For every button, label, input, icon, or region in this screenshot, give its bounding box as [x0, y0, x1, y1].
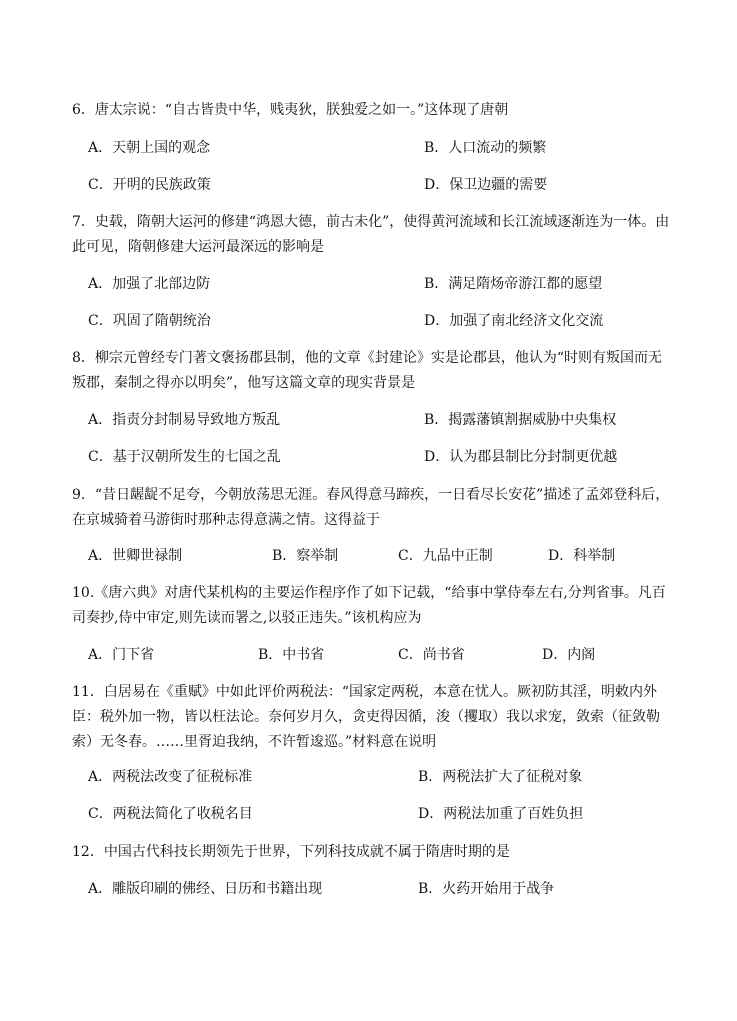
question-9-option-c: C．九品中正制: [398, 548, 493, 564]
question-7-option-d: D．加强了南北经济文化交流: [424, 313, 604, 329]
question-6-option-a: A．天朝上国的观念: [88, 140, 211, 156]
question-6-option-d: D．保卫边疆的需要: [424, 177, 548, 193]
question-9-option-d: D．科举制: [548, 548, 616, 564]
question-9: 9．“昔日龌龊不足夸，今朝放荡思无涯。春风得意马蹄疾，一日看尽长安花”描述了孟郊登科后，在京城骑着马游街时那种志得意满之情。这得益于: [72, 487, 670, 528]
question-11-option-b: B．两税法扩大了征税对象: [418, 769, 583, 785]
question-8: 8．柳宗元曾经专门著文褒扬郡县制，他的文章《封建论》实是论郡县，他认为“时则有叛国而无叛郡，秦制之得亦以明矣”，他写这篇文章的现实背景是: [72, 350, 663, 391]
question-12-option-a: A．雕版印刷的佛经、日历和书籍出现: [88, 881, 323, 897]
question-8-option-d: D．认为郡县制比分封制更优越: [424, 449, 618, 465]
question-11-option-c: C．两税法简化了收税名目: [88, 806, 253, 822]
question-10-option-d: D．内阁: [542, 647, 596, 663]
question-11-option-a: A．两税法改变了征税标准: [88, 769, 253, 785]
question-11-option-d: D．两税法加重了百姓负担: [418, 806, 584, 822]
question-8-option-a: A．指责分封制易导致地方叛乱: [88, 412, 281, 428]
question-7-option-c: C．巩固了隋朝统治: [88, 313, 211, 329]
question-9-option-a: A．世卿世禄制: [88, 548, 183, 564]
question-8-option-b: B．揭露藩镇割据威胁中央集权: [424, 412, 617, 428]
question-6: 6．唐太宗说：“自古皆贵中华，贱夷狄，朕独爱之如一。”这体现了唐朝: [72, 102, 509, 118]
question-9-option-b: B．察举制: [272, 548, 339, 564]
question-7: 7．史载，隋朝大运河的修建“鸿恩大德，前古未化”，使得黄河流域和长江流域逐渐连为一体。由此可见，隋朝修建大运河最深远的影响是: [72, 214, 670, 255]
question-12-option-b: B．火药开始用于战争: [418, 881, 555, 897]
question-6-option-b: B．人口流动的频繁: [424, 140, 547, 156]
question-8-option-c: C．基于汉朝所发生的七国之乱: [88, 449, 281, 465]
question-12: 12．中国古代科技长期领先于世界，下列科技成就不属于隋唐时期的是: [72, 844, 510, 860]
question-10: 10.《唐六典》对唐代某机构的主要运作程序作了如下记载，“给事中掌侍奉左右,分判省事。凡百司奏抄,侍中审定,则先读而署之,以驳正违失。”该机构应为: [72, 585, 666, 626]
question-7-option-b: B．满足隋炀帝游江都的愿望: [424, 276, 603, 292]
question-6-option-c: C．开明的民族政策: [88, 177, 211, 193]
question-10-option-c: C．尚书省: [398, 647, 465, 663]
question-10-option-a: A．门下省: [88, 647, 155, 663]
question-11: 11．白居易在《重赋》中如此评价两税法：“国家定两税，本意在忧人。厥初防其淫，明敕内外臣：税外加一物，皆以枉法论。奈何岁月久，贪吏得因循，浚（攫取）我以求宠，敛索（征敛勒索）无冬春。……里胥迫我纳，不许暂逡巡。”材料意在说明: [72, 684, 660, 750]
question-10-option-b: B．中书省: [258, 647, 325, 663]
question-7-option-a: A．加强了北部边防: [88, 276, 211, 292]
